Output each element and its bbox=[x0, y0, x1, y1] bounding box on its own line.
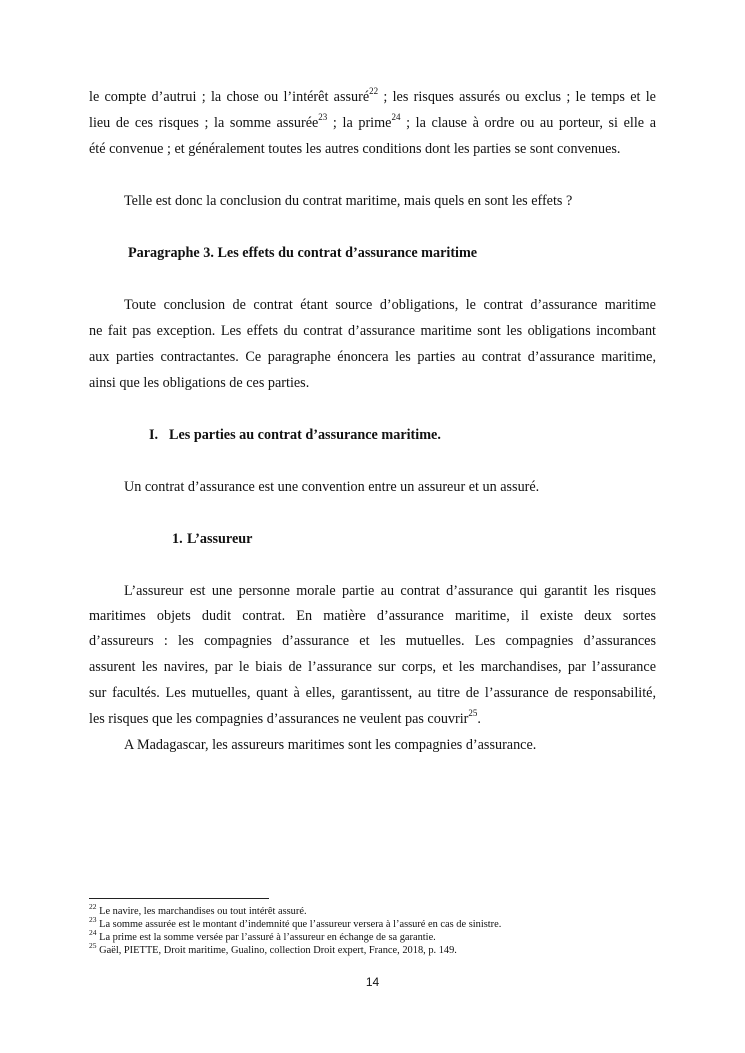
body-line: Un contrat d’assurance est une convention entre un assureur et un assuré. bbox=[124, 479, 540, 495]
body-line: aux parties contractantes. Ce paragraphe énoncera les parties au contrat d’assurance maritime, bbox=[89, 349, 656, 365]
footnote-separator bbox=[89, 898, 269, 899]
body-line: Telle est donc la conclusion du contrat maritime, mais quels en sont les effets ? bbox=[124, 193, 573, 209]
body-line: sur facultés. Les mutuelles, quant à elles, garantissent, au titre de l’assurance de responsabilité, bbox=[89, 685, 656, 701]
footnote-ref: 24 bbox=[391, 112, 401, 123]
body-line: été convenue ; et généralement toutes les autres conditions dont les parties se sont convenues. bbox=[89, 141, 621, 157]
footnote: $^{24}$ La prime est la somme versée par l’assuré à l’assureur en échange de sa garantie. bbox=[89, 927, 436, 943]
page-number: 14 bbox=[365, 975, 380, 989]
footnote: $^{23}$ La somme assurée est le montant d’indemnité que l’assureur versera à l’assuré en cas de sinistre. bbox=[89, 914, 502, 930]
body-line: A Madagascar, les assureurs maritimes sont les compagnies d’assurance. bbox=[124, 737, 537, 753]
body-line: maritimes objets dudit contrat. En matière d’assurance maritime, il existe deux sortes bbox=[89, 608, 656, 624]
footnote-ref: 23 bbox=[318, 112, 328, 123]
body-line: L’assureur est une personne morale partie au contrat d’assurance qui garantit les risques bbox=[124, 583, 656, 599]
body-line: le compte d’autrui ; la chose ou l’intérêt assuré$^{22}$ ; les risques assurés ou exclus ; le temps et le bbox=[89, 86, 656, 105]
body-line: Toute conclusion de contrat étant source d’obligations, le contrat d’assurance maritime bbox=[124, 297, 656, 313]
body-line: ne fait pas exception. Les effets du contrat d’assurance maritime sont les obligations incombant bbox=[89, 323, 656, 339]
subsection-heading: I. Les parties au contrat d’assurance maritime. bbox=[149, 427, 441, 443]
body-line: les risques que les compagnies d’assurances ne veulent pas couvrir$^{25}$. bbox=[89, 708, 481, 727]
footnote: $^{22}$ Le navire, les marchandises ou tout intérêt assuré. bbox=[89, 901, 307, 917]
body-line: ainsi que les obligations de ces parties. bbox=[89, 375, 310, 391]
footnote-ref: 22 bbox=[369, 86, 379, 97]
body-line: lieu de ces risques ; la somme assurée$^{23}$ ; la prime$^{24}$ ; la clause à ordre ou au porteur, si elle a bbox=[89, 112, 657, 131]
footnote: $^{25}$ Gaël, PIETTE, Droit maritime, Gualino, collection Droit expert, France, 2018, p. 149. bbox=[89, 940, 457, 956]
footnote-ref: 25 bbox=[468, 708, 478, 719]
body-line: assurent les navires, par le biais de l’assurance sur corps, et les marchandises, par l’assurance bbox=[89, 659, 656, 675]
subsubsection-heading: 1. L’assureur bbox=[172, 531, 253, 547]
body-line: d’assureurs : les compagnies d’assurance et les mutuelles. Les compagnies d’assurances bbox=[89, 633, 656, 649]
section-heading: Paragraphe 3. Les effets du contrat d’assurance maritime bbox=[128, 245, 478, 261]
